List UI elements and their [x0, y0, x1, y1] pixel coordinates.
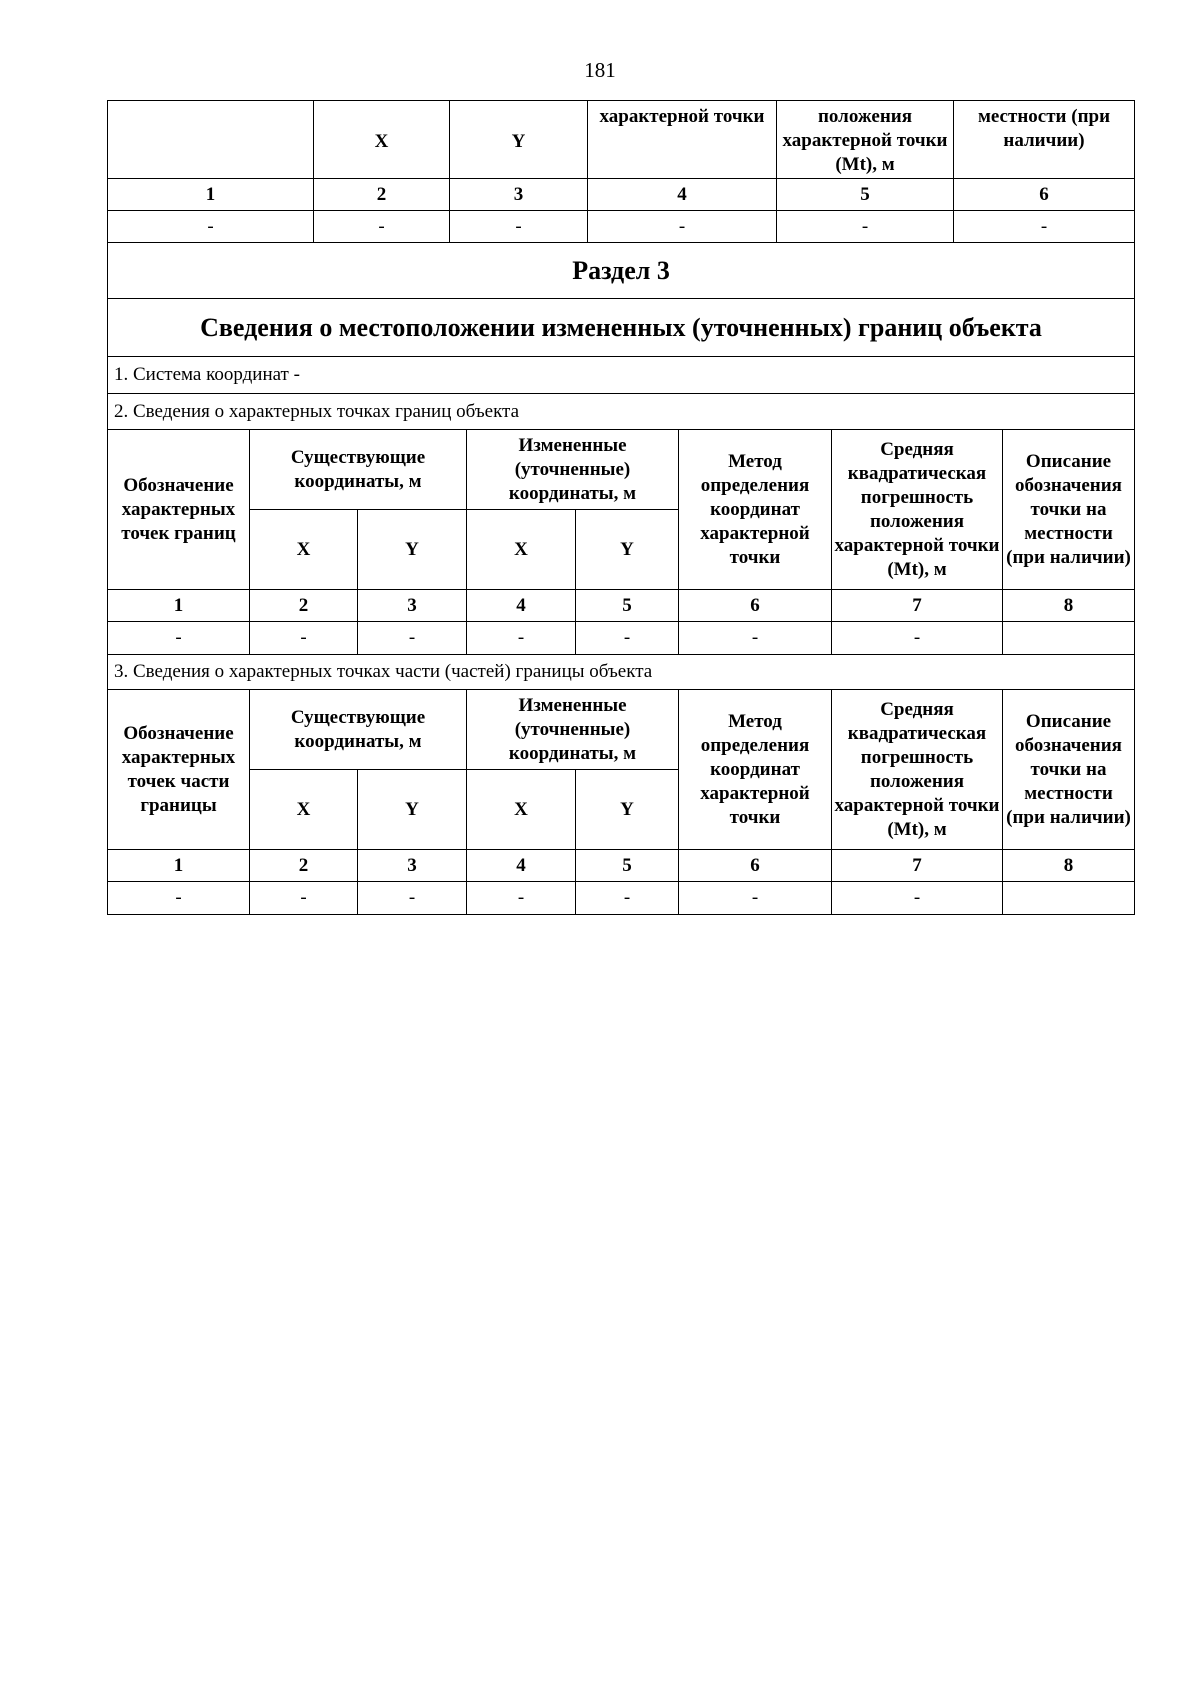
- table2-changed-x: X: [467, 510, 576, 590]
- table3-number-cell: 5: [576, 850, 679, 882]
- table2-col-existing: Существующие координаты, м: [250, 430, 467, 510]
- table2-col-changed: Измененные (уточненные) координаты, м: [467, 430, 679, 510]
- table2-number-cell: 6: [679, 590, 832, 622]
- table3-header-row-1: [108, 690, 1135, 770]
- table3-col-existing: Существующие координаты, м: [250, 690, 467, 770]
- table3-value-cell: -: [679, 882, 832, 915]
- table2-value-cell: -: [467, 622, 576, 655]
- table2-value-cell: -: [679, 622, 832, 655]
- table2-header-row-1: [108, 430, 1135, 510]
- table3-changed-y: Y: [576, 770, 679, 850]
- table2-value-cell: -: [108, 622, 250, 655]
- top-number-cell: 1: [108, 179, 314, 211]
- table2-number-cell: 1: [108, 590, 250, 622]
- table2-existing-x: X: [250, 510, 358, 590]
- top-number-cell: 4: [588, 179, 777, 211]
- table3-col-error: Средняя квадратическая погрешность положения характерной точки (Mt), м: [832, 690, 1003, 850]
- table2-number-cell: 4: [467, 590, 576, 622]
- table2-number-cell: 2: [250, 590, 358, 622]
- table2-col-error: Средняя квадратическая погрешность положения характерной точки (Mt), м: [832, 430, 1003, 590]
- table3-value-cell: [1003, 882, 1135, 915]
- table2-value-cell: [1003, 622, 1135, 655]
- table2-value-cell: -: [358, 622, 467, 655]
- document-body: [107, 100, 1134, 915]
- table3-existing-x: X: [250, 770, 358, 850]
- coord-system-text: 1. Система координат -: [108, 357, 1135, 394]
- top-header-error: положения характерной точки (Mt), м: [777, 101, 954, 179]
- top-value-cell: -: [777, 211, 954, 243]
- table2-number-row: [108, 590, 1135, 622]
- top-number-row: [108, 179, 1135, 211]
- table2-number-cell: 3: [358, 590, 467, 622]
- table3-value-cell: -: [576, 882, 679, 915]
- coord-system-row: [108, 357, 1135, 394]
- table2-col-description: Описание обозначения точки на местности (при наличии): [1003, 430, 1135, 590]
- top-number-cell: 5: [777, 179, 954, 211]
- part2-title: 2. Сведения о характерных точках границ объекта: [108, 394, 1135, 430]
- table3-number-cell: 4: [467, 850, 576, 882]
- table2-existing-y: Y: [358, 510, 467, 590]
- table2-value-row: [108, 622, 1135, 655]
- top-value-cell: -: [954, 211, 1135, 243]
- table2-value-cell: -: [832, 622, 1003, 655]
- top-value-cell: -: [588, 211, 777, 243]
- top-number-cell: 6: [954, 179, 1135, 211]
- table3-number-cell: 3: [358, 850, 467, 882]
- table3-number-cell: 2: [250, 850, 358, 882]
- table2-col-designation: Обозначение характерных точек границ: [108, 430, 250, 590]
- section-title: Раздел 3: [108, 243, 1135, 299]
- table2-number-cell: 8: [1003, 590, 1135, 622]
- top-value-row: [108, 211, 1135, 243]
- table3-value-cell: -: [832, 882, 1003, 915]
- table2-value-cell: -: [576, 622, 679, 655]
- part3-title-row: [108, 655, 1135, 690]
- top-header-description: местности (при наличии): [954, 101, 1135, 179]
- top-header-cell: [108, 101, 314, 179]
- table3-existing-y: Y: [358, 770, 467, 850]
- table2-number-cell: 7: [832, 590, 1003, 622]
- top-continuation-table: [107, 100, 1135, 243]
- table3-col-description: Описание обозначения точки на местности (при наличии): [1003, 690, 1135, 850]
- top-value-cell: -: [108, 211, 314, 243]
- table3-value-cell: -: [250, 882, 358, 915]
- top-header-point: характерной точки: [588, 101, 777, 179]
- table3-value-cell: -: [108, 882, 250, 915]
- table3-value-row: [108, 882, 1135, 915]
- table3-col-designation: Обозначение характерных точек части границы: [108, 690, 250, 850]
- table3-col-changed: Измененные (уточненные) координаты, м: [467, 690, 679, 770]
- table3-col-method: Метод определения координат характерной точки: [679, 690, 832, 850]
- table2-value-cell: -: [250, 622, 358, 655]
- table3-changed-x: X: [467, 770, 576, 850]
- part3-title: 3. Сведения о характерных точках части (частей) границы объекта: [108, 655, 1135, 690]
- top-header-x: X: [314, 101, 450, 179]
- table3-number-cell: 7: [832, 850, 1003, 882]
- top-value-cell: -: [450, 211, 588, 243]
- part2-title-row: [108, 394, 1135, 430]
- top-number-cell: 3: [450, 179, 588, 211]
- section-3-table: [107, 242, 1135, 915]
- table3-number-cell: 6: [679, 850, 832, 882]
- section-subtitle: Сведения о местоположении измененных (уточненных) границ объекта: [108, 299, 1135, 357]
- section-subtitle-row: [108, 299, 1135, 357]
- section-title-row: [108, 243, 1135, 299]
- table2-number-cell: 5: [576, 590, 679, 622]
- table3-value-cell: -: [358, 882, 467, 915]
- page-number: 181: [584, 58, 616, 82]
- top-value-cell: -: [314, 211, 450, 243]
- top-header-y: Y: [450, 101, 588, 179]
- table2-changed-y: Y: [576, 510, 679, 590]
- table3-number-cell: 1: [108, 850, 250, 882]
- table3-value-cell: -: [467, 882, 576, 915]
- top-number-cell: 2: [314, 179, 450, 211]
- table3-number-row: [108, 850, 1135, 882]
- top-header-row: [108, 101, 1135, 179]
- table2-col-method: Метод определения координат характерной точки: [679, 430, 832, 590]
- table3-number-cell: 8: [1003, 850, 1135, 882]
